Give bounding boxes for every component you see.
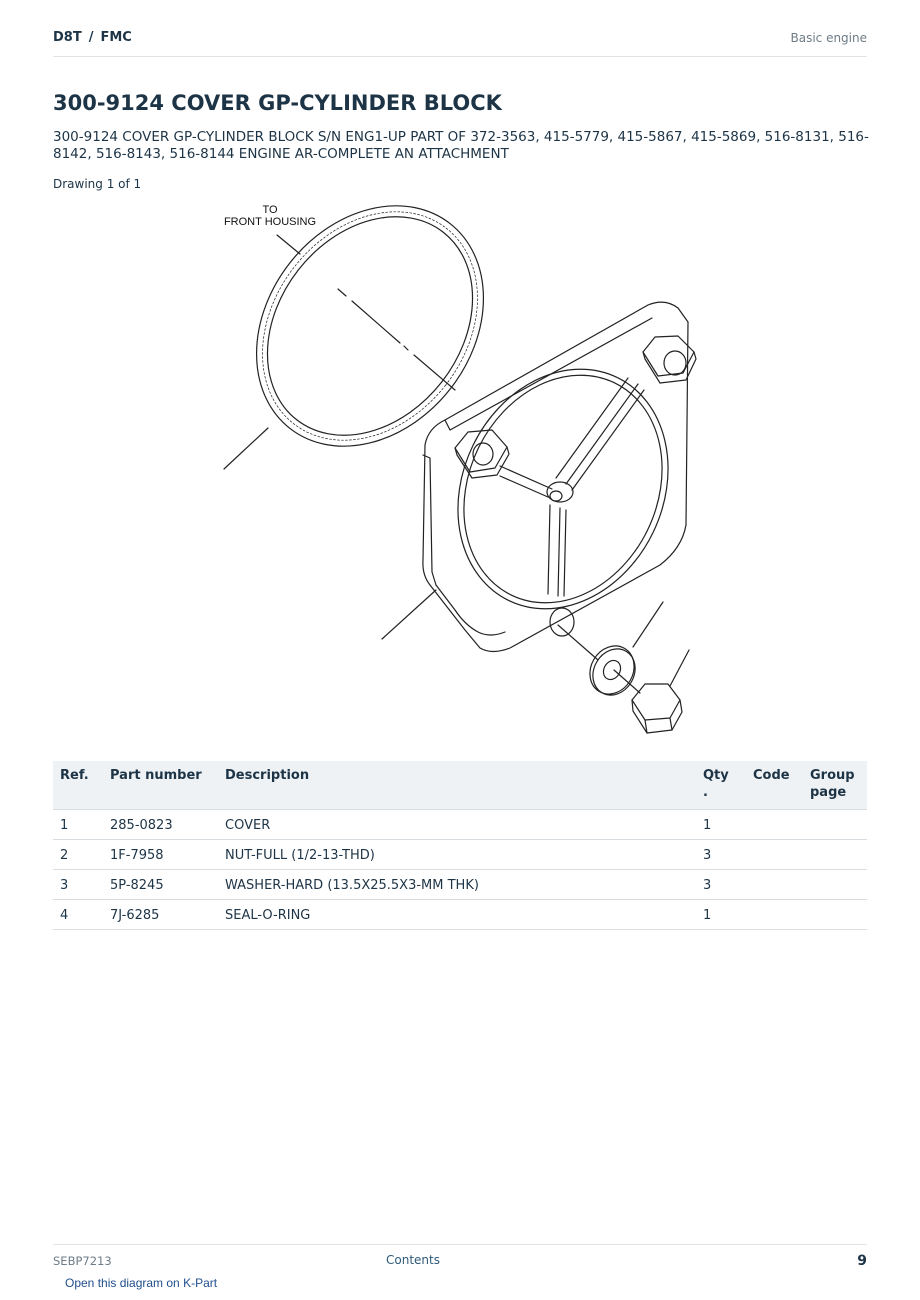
breadcrumb-item-prefix[interactable]: FMC xyxy=(100,30,132,45)
cover-drawing xyxy=(419,302,707,651)
cell-qty: 3 xyxy=(696,870,746,900)
col-description: Description xyxy=(218,761,696,810)
cell-part-number: 5P-8245 xyxy=(103,870,218,900)
cell-group-page xyxy=(803,810,867,840)
cell-code xyxy=(746,840,803,870)
parts-diagram xyxy=(53,195,867,745)
breadcrumb xyxy=(53,30,132,45)
cell-description: COVER xyxy=(218,810,696,840)
open-kpart-link[interactable]: Open this diagram on K-Part xyxy=(65,1276,218,1290)
cell-qty: 3 xyxy=(696,840,746,870)
table-row xyxy=(53,870,867,900)
section-name: Basic engine xyxy=(790,31,867,45)
cell-code xyxy=(746,810,803,840)
cell-description: WASHER-HARD (13.5X25.5X3-MM THK) xyxy=(218,870,696,900)
cell-part-number: 7J-6285 xyxy=(103,900,218,930)
table-header-row xyxy=(53,761,867,810)
cell-ref: 2 xyxy=(53,840,103,870)
cell-part-number: 285-0823 xyxy=(103,810,218,840)
cell-description: NUT-FULL (1/2-13-THD) xyxy=(218,840,696,870)
col-part-number: Part number xyxy=(103,761,218,810)
col-qty: Qty . xyxy=(696,761,746,810)
cell-part-number: 1F-7958 xyxy=(103,840,218,870)
col-code: Code xyxy=(746,761,803,810)
page-header xyxy=(53,28,867,57)
cell-ref: 3 xyxy=(53,870,103,900)
diagram-callout-line2: FRONT HOUSING xyxy=(223,216,317,228)
table-row xyxy=(53,810,867,840)
table-row xyxy=(53,900,867,930)
seal-leader xyxy=(224,428,268,469)
cell-code xyxy=(746,870,803,900)
parts-table xyxy=(53,761,867,930)
col-ref: Ref. xyxy=(53,761,103,810)
diagram-callout-line1: TO xyxy=(262,204,278,216)
page-footer xyxy=(53,1244,867,1275)
nut-drawing xyxy=(632,684,682,733)
washer-drawing xyxy=(581,638,643,703)
contents-link[interactable]: Contents xyxy=(386,1253,440,1267)
cell-group-page xyxy=(803,870,867,900)
breadcrumb-separator: / xyxy=(88,30,94,45)
nut-leader xyxy=(670,650,689,686)
drawing-label: Drawing 1 of 1 xyxy=(53,177,142,191)
cell-qty: 1 xyxy=(696,900,746,930)
cell-ref: 1 xyxy=(53,810,103,840)
cover-leader xyxy=(382,590,436,639)
col-group-page: Group page xyxy=(803,761,867,810)
cell-description: SEAL-O-RING xyxy=(218,900,696,930)
seal-o-ring-drawing xyxy=(210,195,531,491)
page-subtitle: 300-9124 COVER GP-CYLINDER BLOCK S/N ENG1-UP PART OF 372-3563, 415-5779, 415-5867, 415-5869, 516-8131, 516-8142, 516-8143, 516-8144 ENGINE AR-COMPLETE AN ATTACHMENT xyxy=(53,129,869,162)
cell-group-page xyxy=(803,900,867,930)
cell-qty: 1 xyxy=(696,810,746,840)
page-number: 9 xyxy=(857,1253,867,1269)
page-title: 300-9124 COVER GP-CYLINDER BLOCK xyxy=(53,91,502,115)
washer-leader xyxy=(633,602,663,647)
breadcrumb-item-model[interactable]: D8T xyxy=(53,30,82,45)
callout-leader xyxy=(277,235,300,254)
cell-ref: 4 xyxy=(53,900,103,930)
cell-group-page xyxy=(803,840,867,870)
cell-code xyxy=(746,900,803,930)
document-id: SEBP7213 xyxy=(53,1254,112,1268)
table-row xyxy=(53,840,867,870)
